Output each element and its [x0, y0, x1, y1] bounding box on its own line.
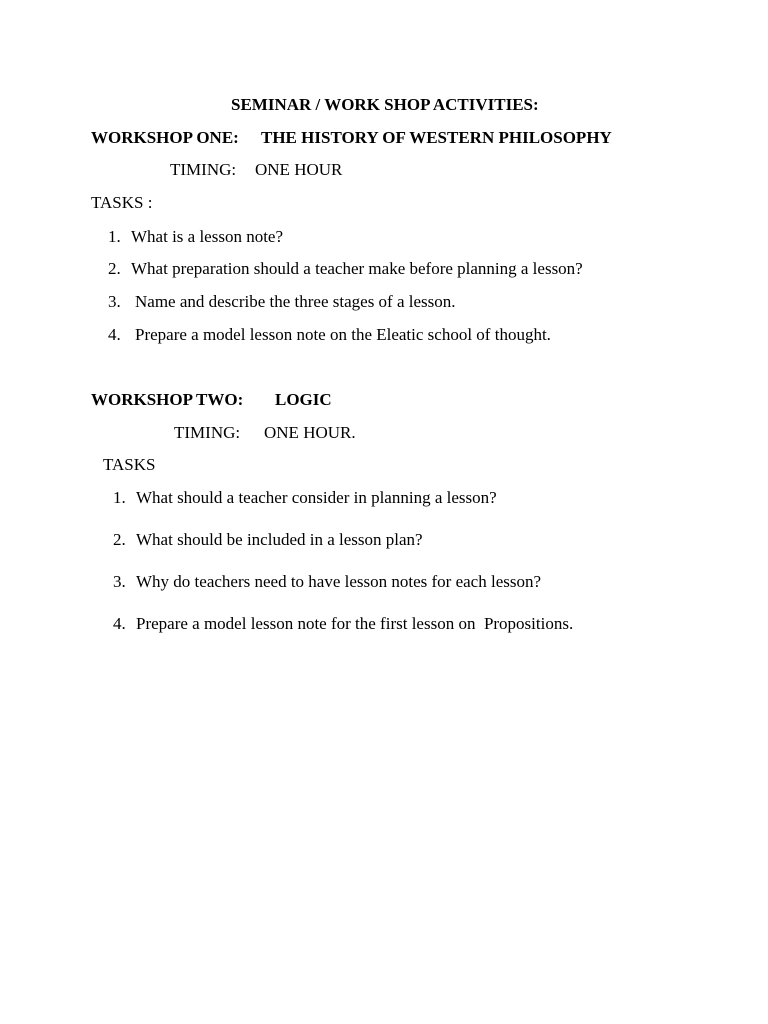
workshop-two-task-text: What should a teacher consider in planning a lesson? — [136, 488, 497, 507]
workshop-one-task-number: 4. — [108, 325, 121, 344]
workshop-one-task-text: What is a lesson note? — [131, 227, 284, 246]
workshop-one-topic: THE HISTORY OF WESTERN PHILOSOPHY — [261, 128, 612, 147]
workshop-two-tasks-heading: TASKS — [103, 455, 156, 474]
document-title: SEMINAR / WORK SHOP ACTIVITIES: — [231, 95, 539, 114]
workshop-two-task-number: 2. — [113, 530, 126, 549]
workshop-one-label: WORKSHOP ONE: — [91, 128, 239, 147]
workshop-one-task-number: 1. — [108, 227, 121, 246]
workshop-one-timing-label: TIMING: — [170, 160, 237, 179]
workshop-two-timing-value: ONE HOUR. — [264, 423, 356, 442]
workshop-two-timing-label: TIMING: — [174, 423, 241, 442]
workshop-two-task-text: Prepare a model lesson note for the first lesson on Propositions. — [136, 614, 574, 633]
workshop-one-timing-value: ONE HOUR — [255, 160, 343, 179]
workshop-two-label: WORKSHOP TWO: — [91, 390, 244, 409]
workshop-two-task-number: 3. — [113, 572, 126, 591]
workshop-two-topic: LOGIC — [275, 390, 332, 409]
workshop-one-task-text: Name and describe the three stages of a lesson. — [135, 292, 456, 311]
workshop-two-task-text: What should be included in a lesson plan? — [136, 530, 423, 549]
workshop-two-task-number: 1. — [113, 488, 126, 507]
workshop-one-task-number: 2. — [108, 259, 121, 278]
workshop-one-task-number: 3. — [108, 292, 121, 311]
workshop-two-task-text: Why do teachers need to have lesson notes for each lesson? — [136, 572, 542, 591]
workshop-one-tasks-heading: TASKS : — [91, 193, 153, 212]
workshop-two-task-number: 4. — [113, 614, 126, 633]
workshop-one-task-text: Prepare a model lesson note on the Eleatic school of thought. — [135, 325, 551, 344]
workshop-one-task-text: What preparation should a teacher make before planning a lesson? — [131, 259, 583, 278]
